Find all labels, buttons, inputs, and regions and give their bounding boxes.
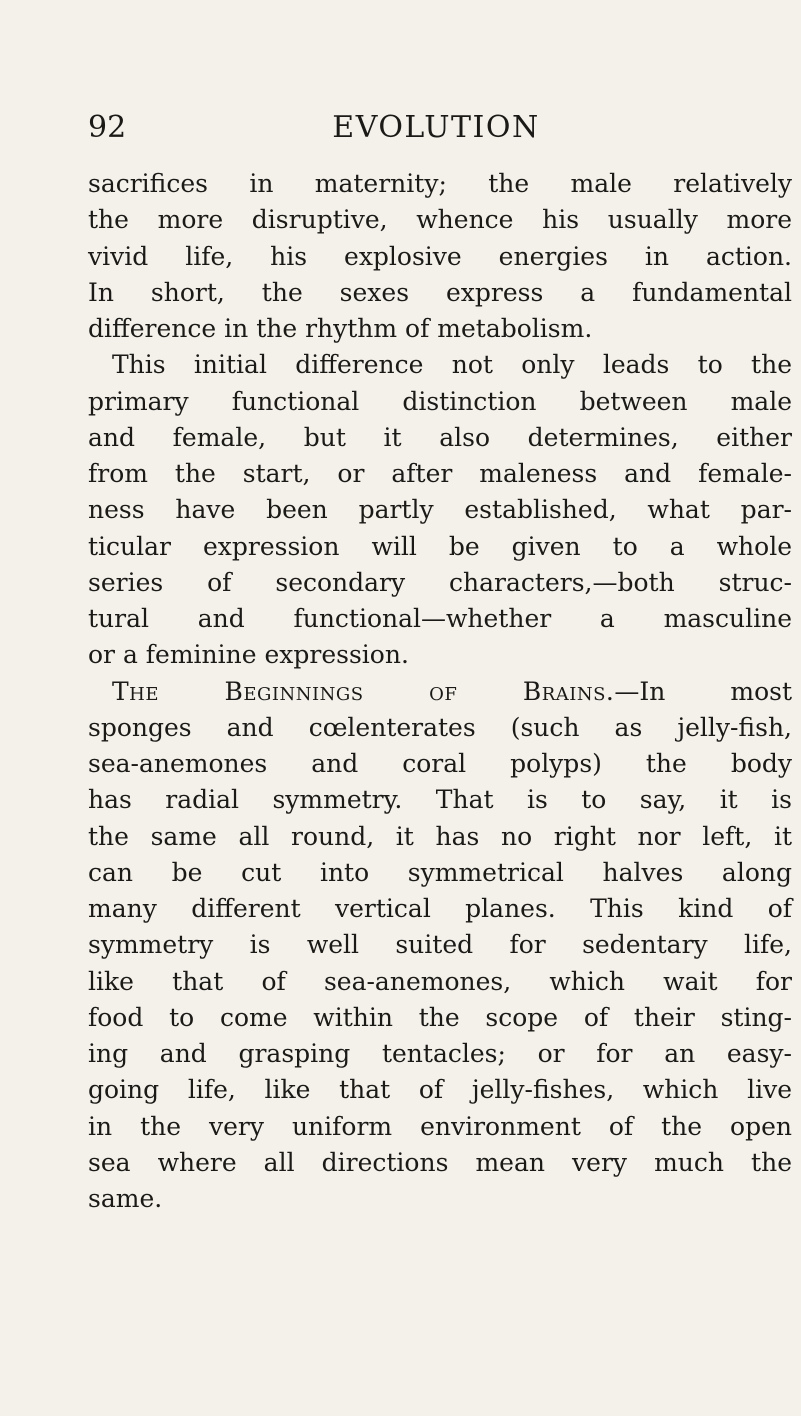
text-line: or a feminine expression. bbox=[88, 640, 409, 670]
text-line: ness have been partly established, what par- bbox=[88, 495, 792, 525]
page-number: 92 bbox=[88, 110, 127, 145]
text-line: vivid life, his explosive energies in action. bbox=[88, 241, 792, 271]
text-line: In short, the sexes express a fundamental bbox=[88, 277, 792, 307]
text-line bbox=[88, 674, 792, 710]
text-line: can be cut into symmetrical halves along bbox=[88, 857, 792, 887]
text-line: sponges and cœlenterates (such as jelly-fish, bbox=[88, 712, 792, 742]
section-heading: The Beginnings of Brains. bbox=[112, 676, 615, 706]
text-line: the same all round, it has no right nor left, it bbox=[88, 821, 792, 851]
text-line: and female, but it also determines, either bbox=[88, 422, 792, 452]
text-line: the more disruptive, whence his usually more bbox=[88, 205, 792, 235]
text-line: ticular expression will be given to a whole bbox=[88, 531, 792, 561]
text-line: has radial symmetry. That is to say, it is bbox=[88, 785, 792, 815]
text-line: sea-anemones and coral polyps) the body bbox=[88, 749, 792, 778]
text-line: like that of sea-anemones, which wait for bbox=[88, 966, 792, 996]
text-line: sea where all directions mean very much the bbox=[88, 1147, 792, 1177]
text-line: in the very uniform environment of the open bbox=[88, 1111, 792, 1141]
running-head bbox=[88, 106, 784, 150]
text-line: tural and functional—whether a masculine bbox=[88, 604, 792, 633]
text-line: ing and grasping tentacles; or for an easy- bbox=[88, 1039, 792, 1068]
text-line: difference in the rhythm of metabolism. bbox=[88, 314, 593, 343]
text-line: series of secondary characters,—both struc- bbox=[88, 567, 792, 597]
text-line: many different vertical planes. This kind of bbox=[88, 894, 792, 923]
text-line: food to come within the scope of their sting- bbox=[88, 1002, 792, 1032]
body-text bbox=[88, 166, 792, 1217]
text-line: from the start, or after maleness and female- bbox=[88, 459, 792, 488]
running-title: EVOLUTION bbox=[332, 110, 540, 145]
text-run: —In most bbox=[614, 676, 792, 706]
text-line: symmetry is well suited for sedentary life, bbox=[88, 930, 792, 960]
text-line: primary functional distinction between male bbox=[88, 386, 792, 416]
text-line: same. bbox=[88, 1184, 163, 1213]
text-line: This initial difference not only leads to the bbox=[112, 350, 792, 380]
text-line: going life, like that of jelly-fishes, which live bbox=[88, 1075, 792, 1105]
text-line: sacrifices in maternity; the male relatively bbox=[88, 169, 792, 198]
